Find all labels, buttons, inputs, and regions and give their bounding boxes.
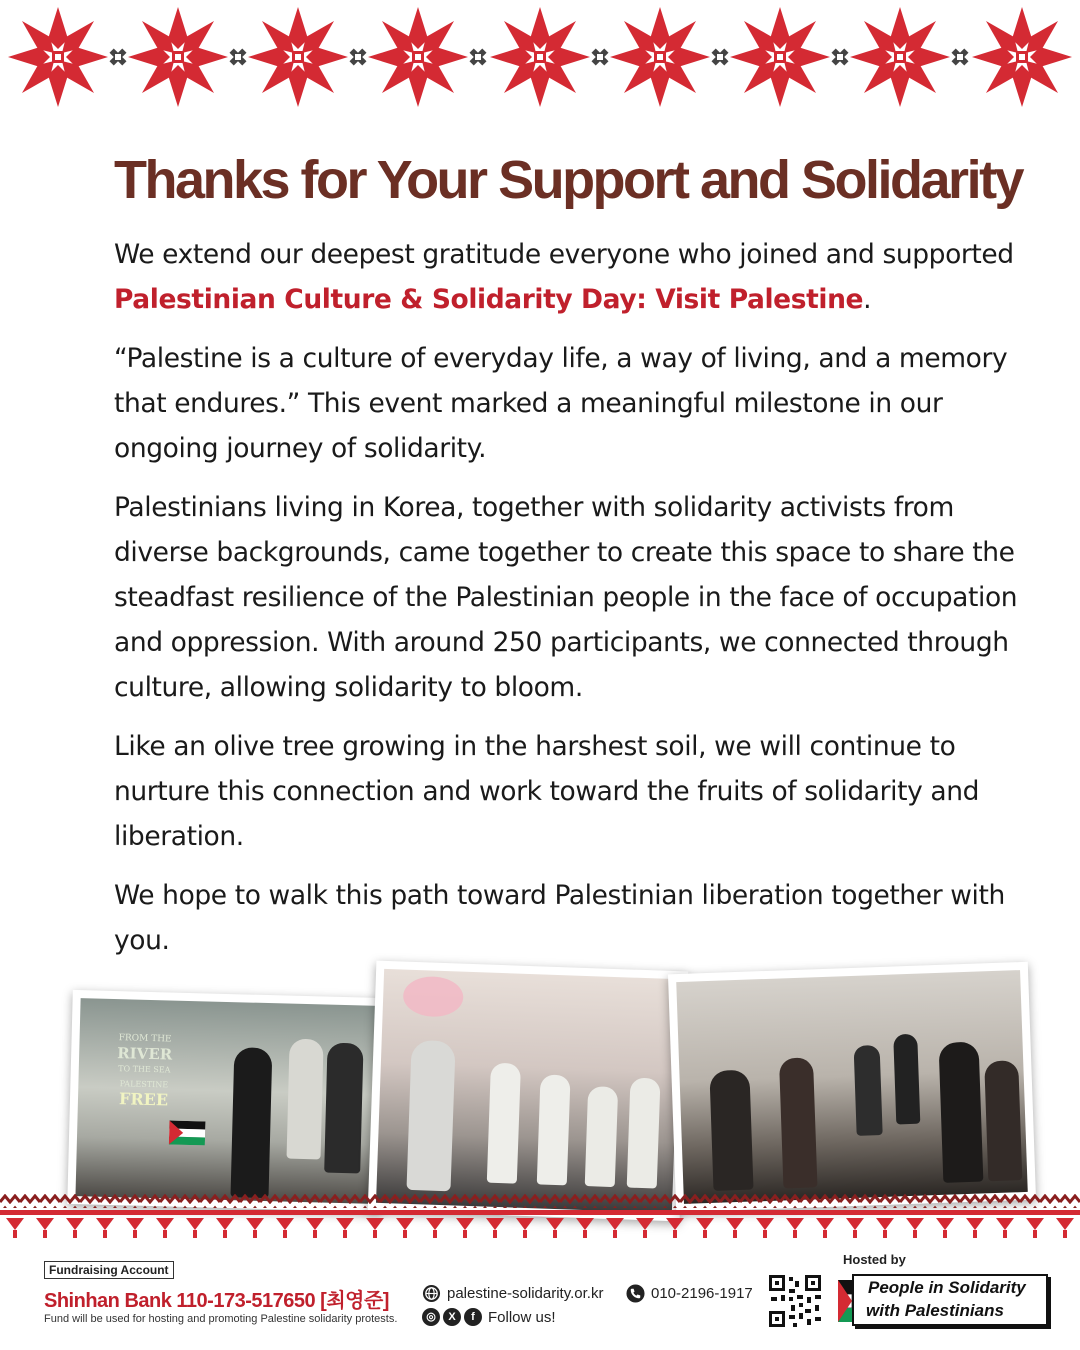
- bottom-embroidery-border: [0, 1192, 1080, 1250]
- phone-text: 010-2196-1917: [651, 1285, 753, 1302]
- event-photo-singers: [67, 990, 386, 1212]
- footer: [0, 1250, 1080, 1350]
- palestine-flag-icon: [169, 1121, 206, 1146]
- x-icon[interactable]: X: [443, 1308, 461, 1326]
- paragraph-3: Palestinians living in Korea, together with solidarity activists from diverse backgrounds, came together to create this space to share the steadfast resilience of the Palestinian people in the face of occupation and oppression. With around 250 participants, we connected through culture, allowing solidarity to bloom.: [114, 492, 1018, 703]
- instagram-icon[interactable]: ◎: [422, 1308, 440, 1326]
- org-logo: [838, 1272, 1052, 1332]
- paragraph-1-prefix: We extend our deepest gratitude everyone who joined and supported: [114, 239, 1014, 270]
- paragraph-2: “Palestine is a culture of everyday life, a way of living, and a memory that endures.” This event marked a meaningful milestone in our ongoing journey of solidarity.: [114, 343, 1008, 464]
- event-photo-crowd: [668, 962, 1036, 1212]
- facebook-icon[interactable]: f: [464, 1308, 482, 1326]
- website-text: palestine-solidarity.or.kr: [447, 1285, 604, 1302]
- paragraph-1: [114, 232, 1019, 322]
- fund-note: Fund will be used for hosting and promoting Palestine solidarity protests.: [44, 1313, 398, 1325]
- event-photo-dancers: [368, 961, 689, 1222]
- top-embroidery-border: [0, 0, 1080, 115]
- sign-text: FROM THE RIVER TO THE SEA PALESTINE FREE: [116, 1033, 173, 1110]
- bank-account: Shinhan Bank 110-173-517650 [최영준]: [44, 1290, 389, 1312]
- palestine-flag-icon: [838, 1272, 852, 1330]
- event-name: Palestinian Culture & Solidarity Day: Visit Palestine: [114, 284, 864, 315]
- phone-link[interactable]: [626, 1284, 753, 1303]
- qr-code-icon[interactable]: [767, 1273, 823, 1329]
- org-name-line1: People in Solidarity: [868, 1278, 1026, 1297]
- globe-icon: [422, 1284, 441, 1303]
- page-title: Thanks for Your Support and Solidarity: [114, 150, 1023, 210]
- paragraph-1-suffix: .: [863, 284, 872, 315]
- org-name-line2: with Palestinians: [866, 1301, 1004, 1320]
- fundraising-account-label: Fundraising Account: [44, 1261, 174, 1279]
- phone-icon: [626, 1284, 645, 1303]
- social-links: [422, 1308, 556, 1326]
- paragraph-4: Like an olive tree growing in the harshest soil, we will continue to nurture this connection and work toward the fruits of solidarity and liberation.: [114, 731, 980, 852]
- website-link[interactable]: [422, 1284, 603, 1303]
- follow-text: Follow us!: [488, 1308, 556, 1326]
- body-text: [114, 232, 1019, 977]
- hosted-by-label: Hosted by: [843, 1252, 906, 1267]
- paragraph-5: We hope to walk this path toward Palestinian liberation together with you.: [114, 880, 1005, 956]
